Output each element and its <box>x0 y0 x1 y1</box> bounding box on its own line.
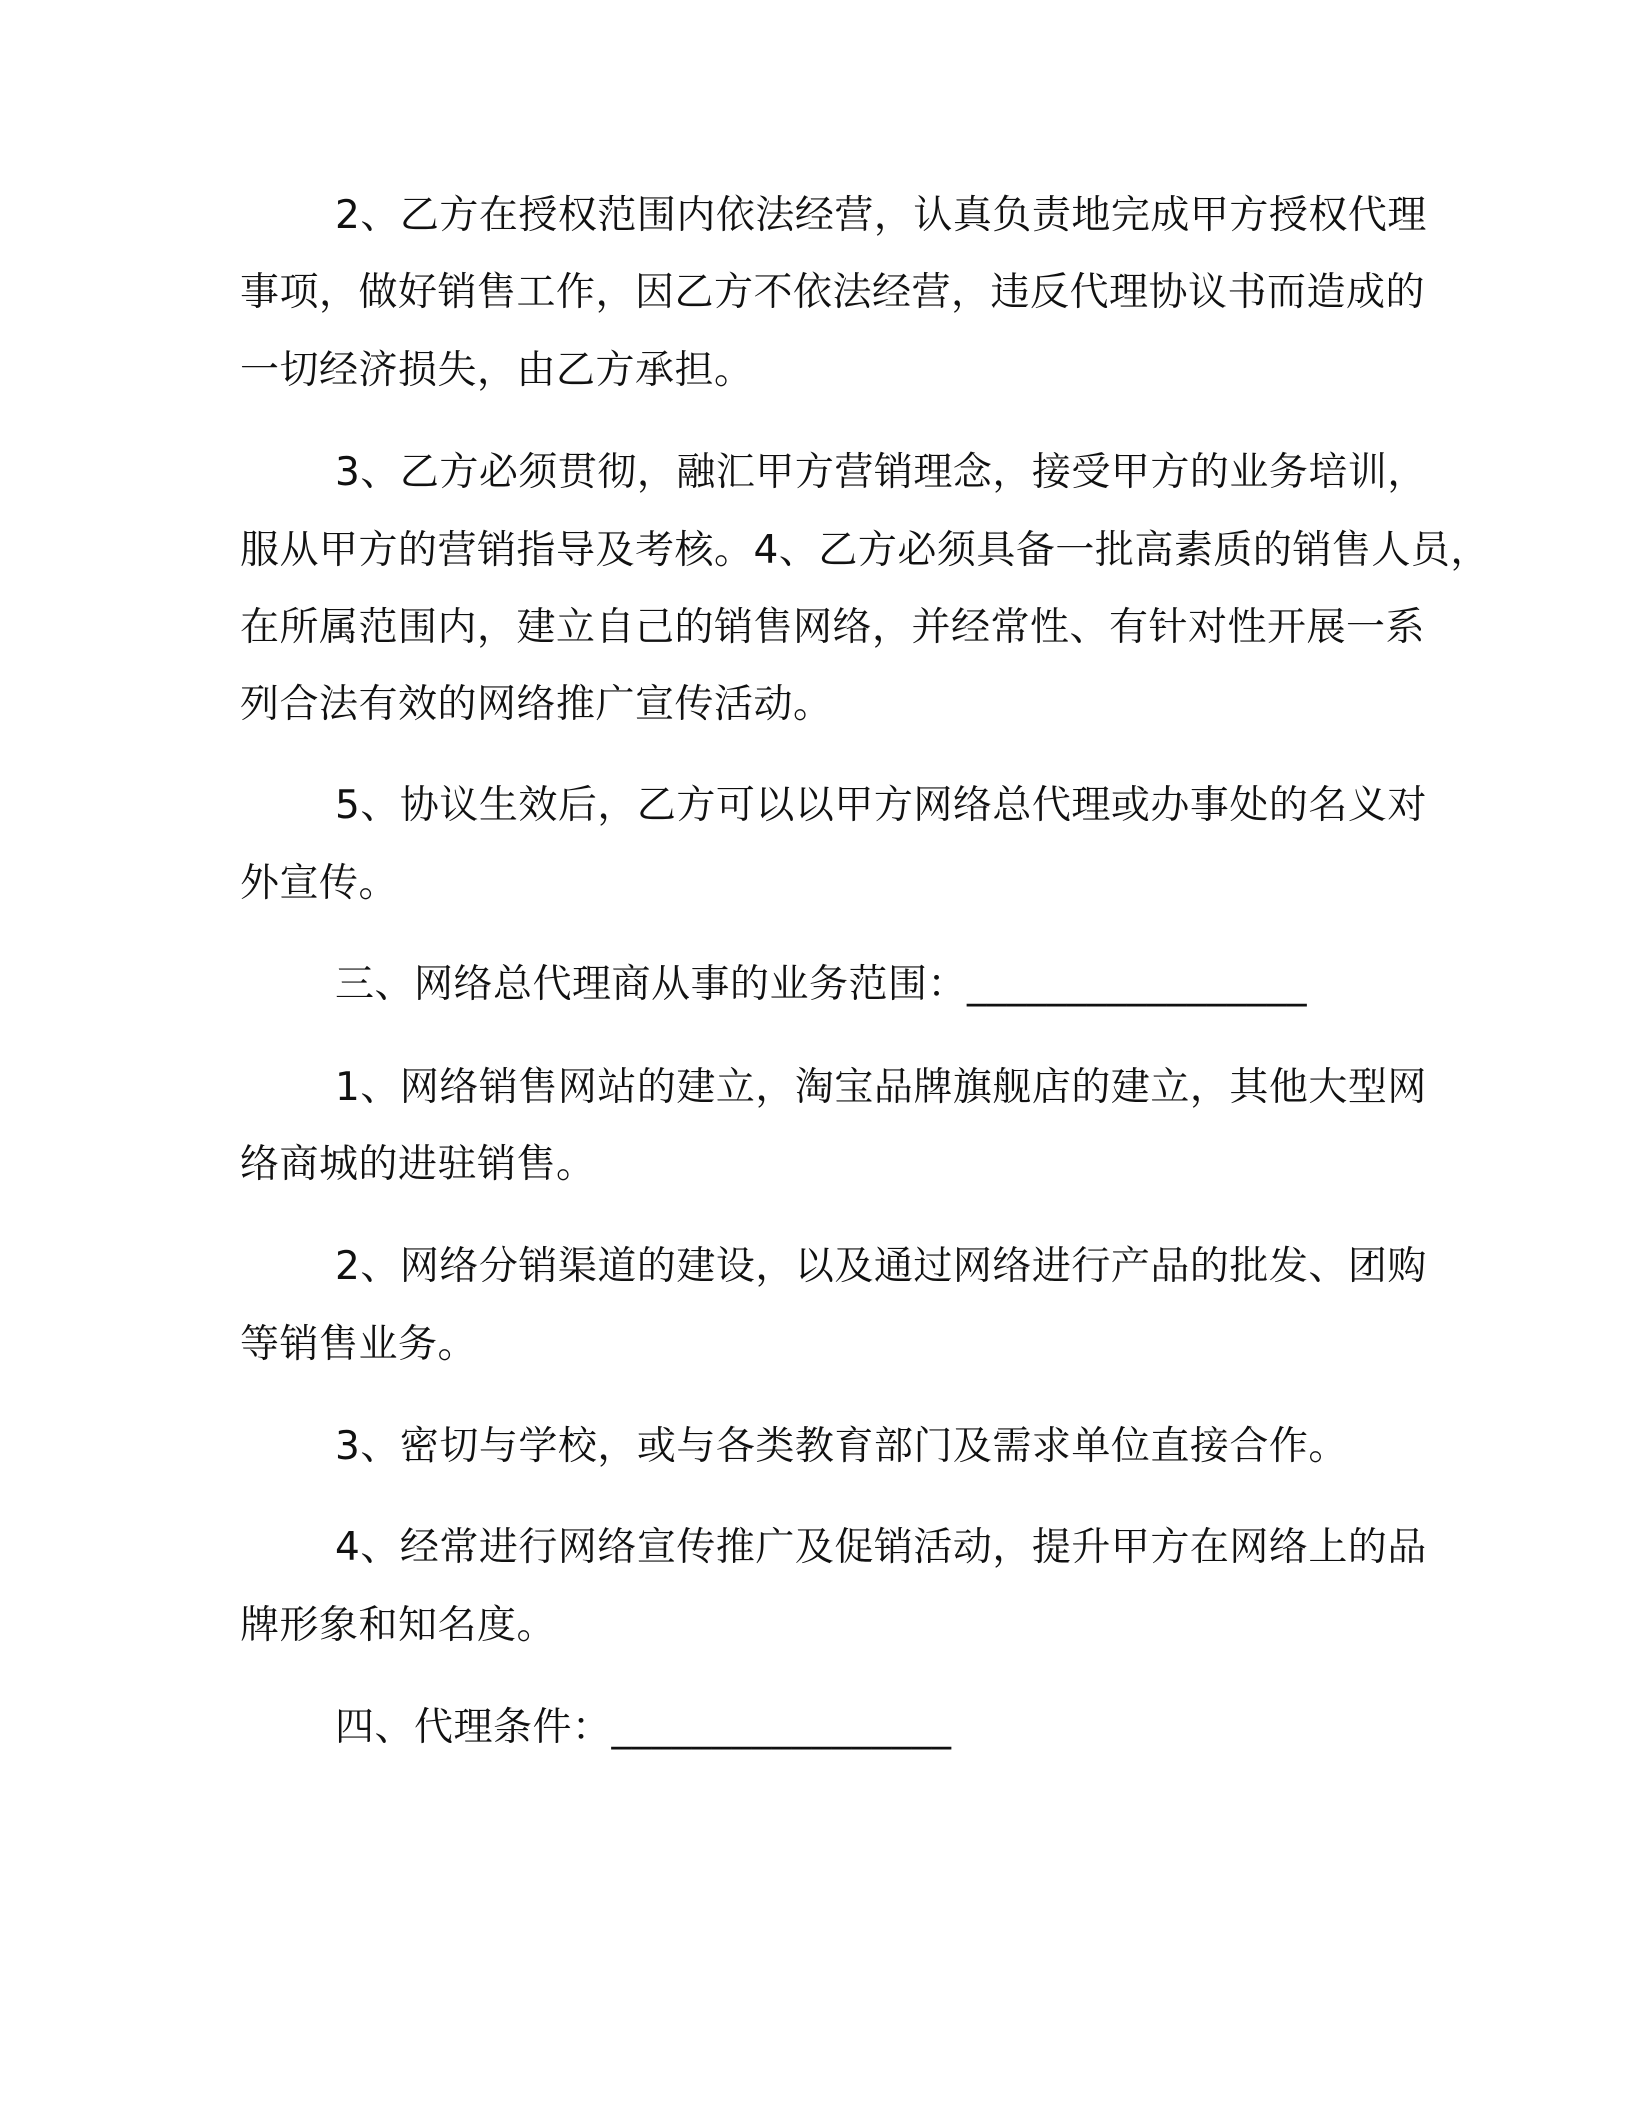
section-3-heading: 三、网络总代理商从事的业务范围：_________________ <box>335 962 1308 1007</box>
clause-3-line-1: 3、乙方必须贯彻，融汇甲方营销理念，接受甲方的业务培训， <box>335 450 1427 495</box>
scope-item-3-line-1: 3、密切与学校，或与各类教育部门及需求单位直接合作。 <box>335 1424 1348 1469</box>
scope-item-1-line-2: 络商城的进驻销售。 <box>240 1142 596 1187</box>
clause-2-line-3: 一切经济损失，由乙方承担。 <box>240 348 754 393</box>
scope-item-4-line-2: 牌形象和知名度。 <box>240 1603 557 1648</box>
scope-item-4-line-1: 4、经常进行网络宣传推广及促销活动，提升甲方在网络上的品 <box>335 1525 1427 1570</box>
clause-4-line-2: 在所属范围内，建立自己的销售网络，并经常性、有针对性开展一系 <box>240 605 1426 650</box>
clause-2-line-1: 2、乙方在授权范围内依法经营，认真负责地完成甲方授权代理 <box>335 193 1427 238</box>
clause-5-line-1: 5、协议生效后，乙方可以以甲方网络总代理或办事处的名义对 <box>335 783 1427 828</box>
scope-item-1-line-1: 1、网络销售网站的建立，淘宝品牌旗舰店的建立，其他大型网 <box>335 1065 1427 1110</box>
clause-2-line-2: 事项，做好销售工作，因乙方不依法经营，违反代理协议书而造成的 <box>240 270 1426 315</box>
section-4-heading: 四、代理条件：_________________ <box>335 1705 952 1750</box>
clause-3-line-2: 服从甲方的营销指导及考核。4、乙方必须具备一批高素质的销售人员， <box>240 528 1490 573</box>
clause-4-line-3: 列合法有效的网络推广宣传活动。 <box>240 682 833 727</box>
clause-5-line-2: 外宣传。 <box>240 861 399 906</box>
scope-item-2-line-2: 等销售业务。 <box>240 1322 478 1367</box>
scope-item-2-line-1: 2、网络分销渠道的建设，以及通过网络进行产品的批发、团购 <box>335 1244 1427 1289</box>
